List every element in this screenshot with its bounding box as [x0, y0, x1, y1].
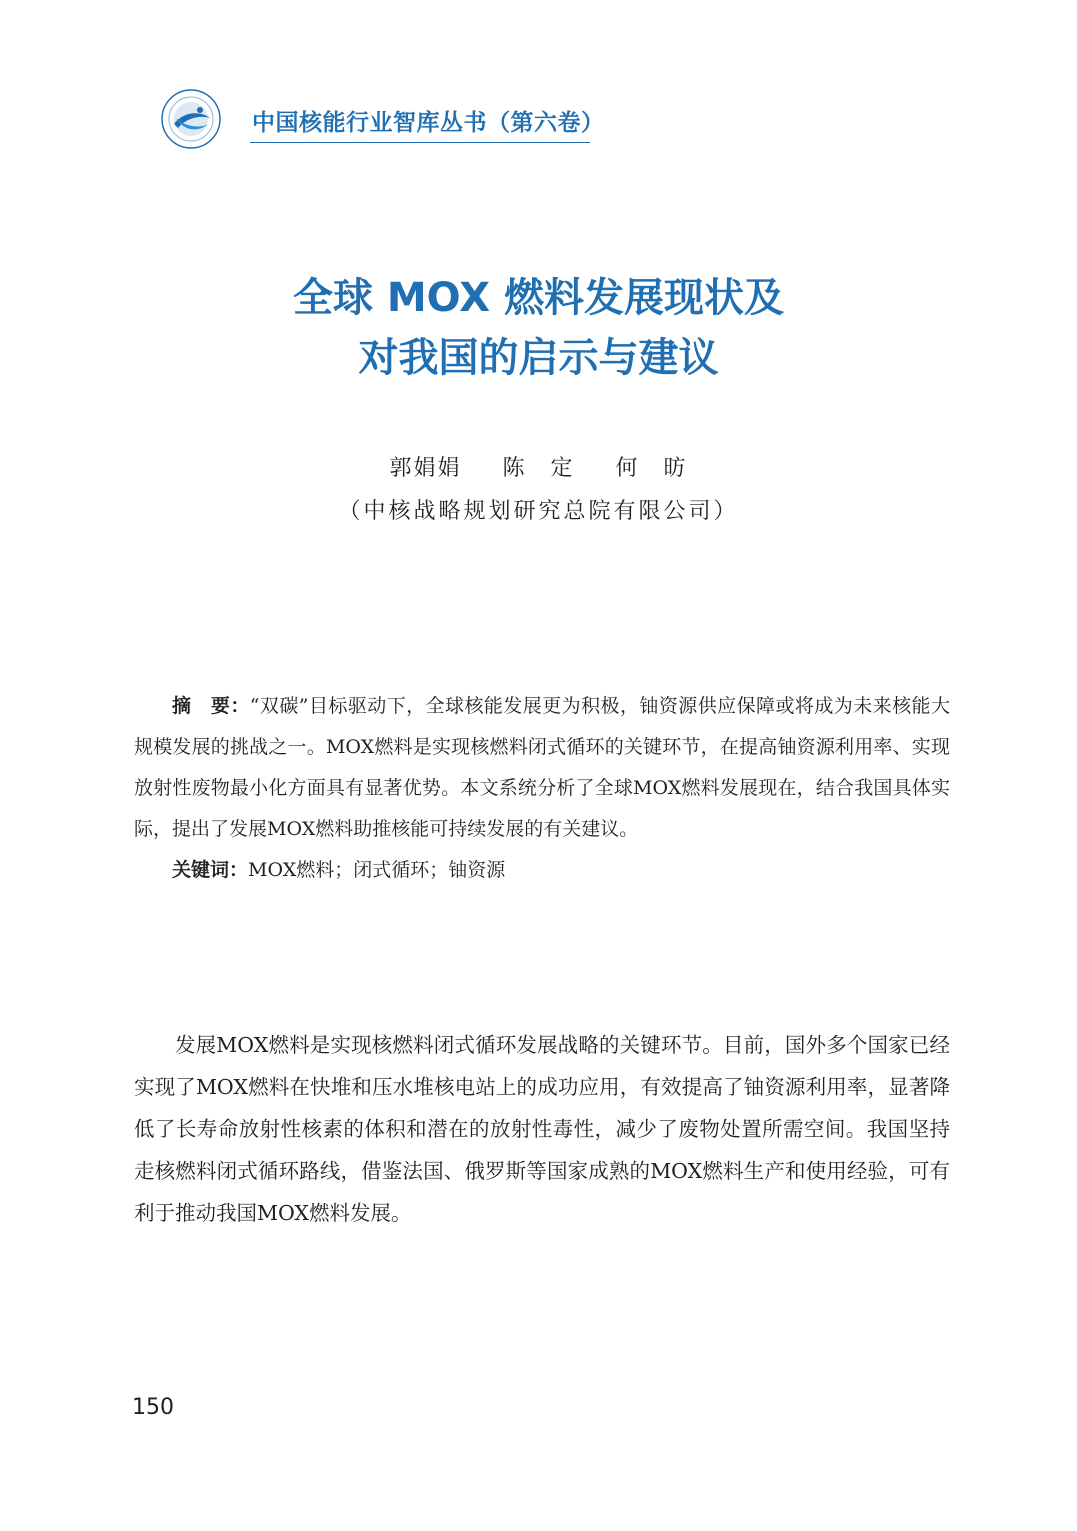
keywords-paragraph — [134, 850, 950, 891]
abstract-label: 摘 要： — [172, 695, 250, 717]
keywords-text: MOX燃料；闭式循环；铀资源 — [248, 859, 506, 881]
page-number: 150 — [132, 1395, 174, 1420]
running-header — [160, 88, 605, 152]
author-name: 郭娟娟 — [389, 456, 462, 481]
abstract-section — [134, 686, 950, 891]
series-title: 中国核能行业智库丛书（第六卷） — [252, 109, 605, 136]
body-paragraph: 发展MOX燃料是实现核燃料闭式循环发展战略的关键环节。目前，国外多个国家已经实现了MOX燃料在快堆和压水堆核电站上的成功应用，有效提高了铀资源利用率，显著降低了长寿命放射性核素的体积和潜在的放射性毒性，减少了废物处置所需空间。我国坚持走核燃料闭式循环路线，借鉴法国、俄罗斯等国家成熟的MOX燃料生产和使用经验，可有利于推动我国MOX燃料发展。 — [134, 1033, 950, 1225]
author-list — [0, 451, 1077, 482]
keywords-label: 关键词： — [172, 859, 249, 881]
affiliation: （中核战略规划研究总院有限公司） — [338, 499, 739, 524]
author-name: 陈 定 — [502, 456, 575, 481]
china-nuclear-energy-association-logo-icon — [160, 88, 222, 150]
header-rule — [250, 142, 590, 143]
abstract-paragraph — [134, 686, 950, 850]
author-name: 何 昉 — [615, 456, 688, 481]
body-section — [134, 1024, 950, 1234]
abstract-text: “双碳”目标驱动下，全球核能发展更为积极，铀资源供应保障或将成为未来核能大规模发展的挑战之一。MOX燃料是实现核燃料闭式循环的关键环节，在提高铀资源利用率、实现放射性废物最小化方面具有显著优势。本文系统分析了全球MOX燃料发展现在，结合我国具体实际，提出了发展MOX燃料助推核能可持续发展的有关建议。 — [134, 695, 950, 840]
article-title — [0, 268, 1077, 388]
title-line: 对我国的启示与建议 — [358, 335, 719, 381]
title-line: 全球 MOX 燃料发展现状及 — [292, 275, 785, 321]
